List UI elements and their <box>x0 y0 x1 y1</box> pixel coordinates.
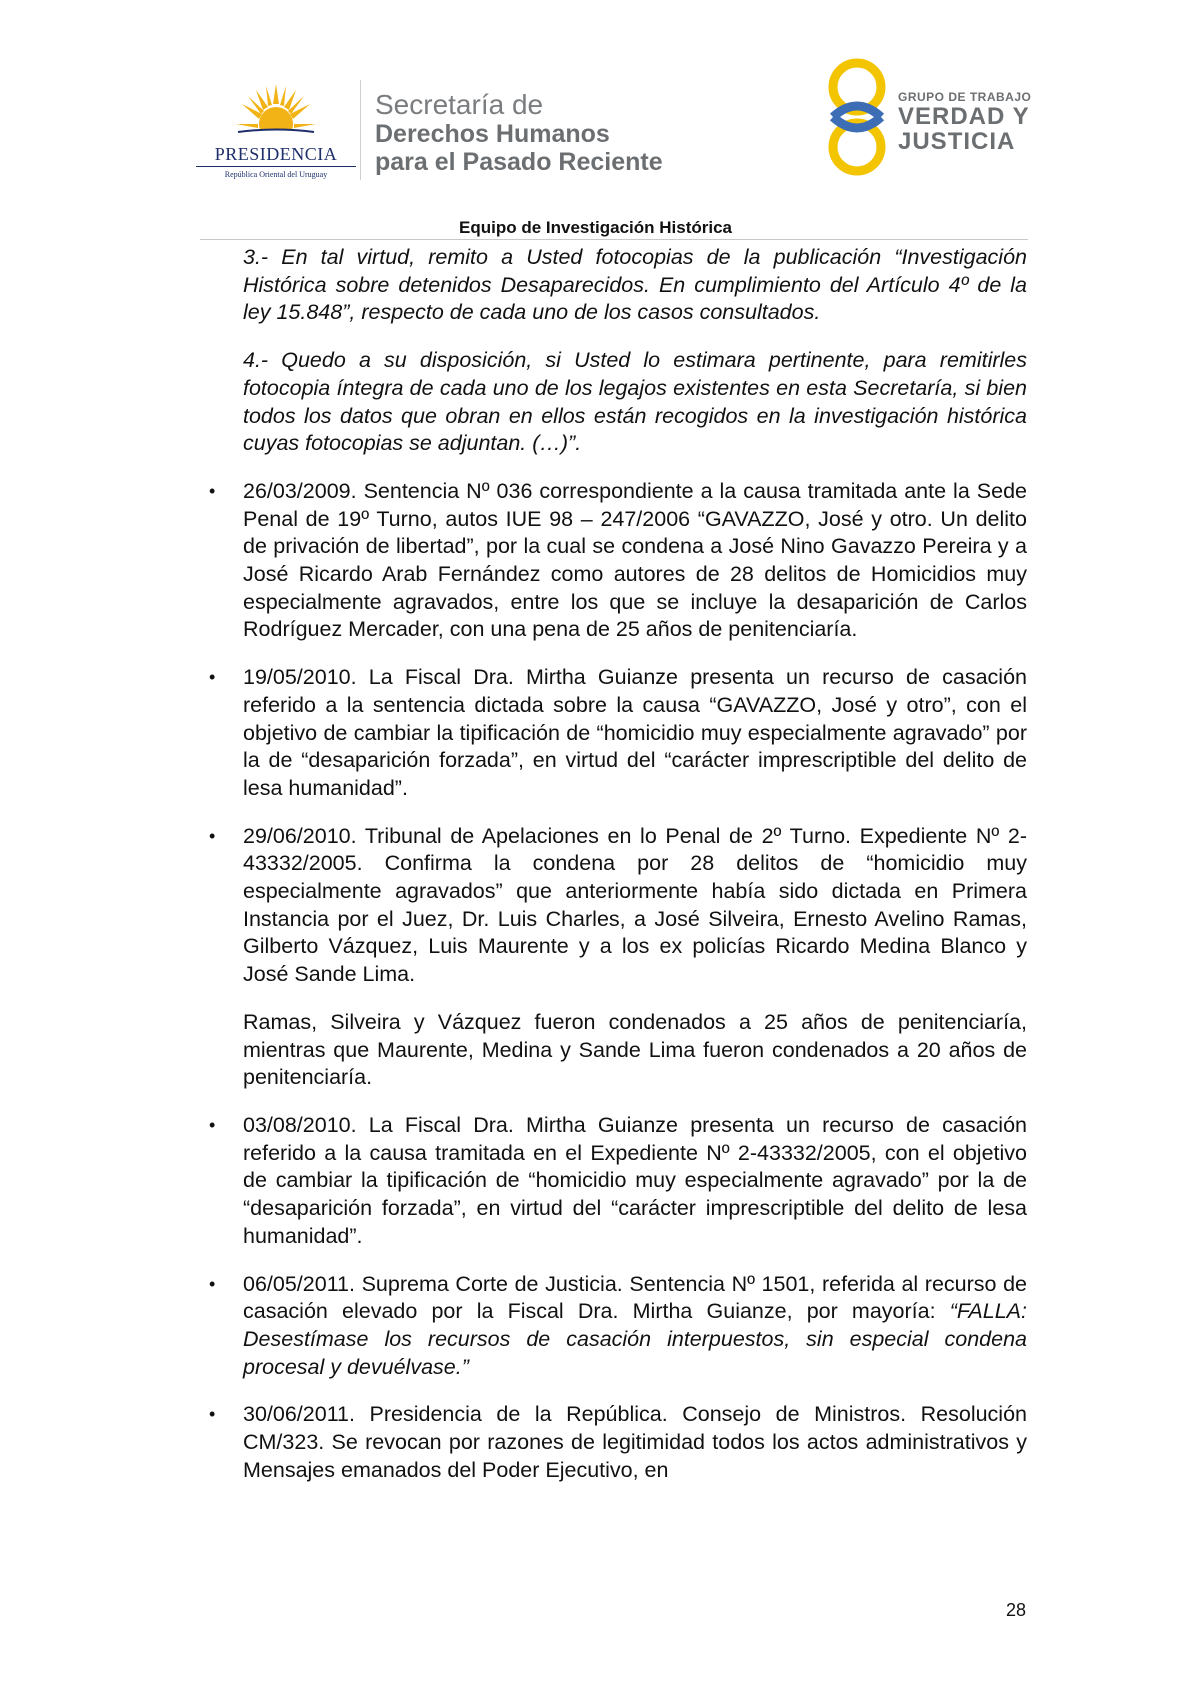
ruling-quote: “FALLA: Desestímase los recursos de casación interpuestos, sin especial condena procesal y devuélvase.” <box>243 1299 1027 1379</box>
list-item <box>209 1401 1027 1484</box>
bullet-icon: • <box>209 825 216 846</box>
list-item <box>209 664 1027 803</box>
list-item <box>209 1112 1027 1251</box>
verdad-justicia-logo-text <box>898 90 1031 154</box>
list-item <box>209 478 1027 644</box>
bullet-icon: • <box>209 1114 216 1135</box>
header-rule <box>200 239 1028 240</box>
list-item <box>209 1271 1027 1382</box>
list-item-text: 30/06/2011. Presidencia de la República. Consejo de Ministros. Resolución CM/323. Se revocan por razones de legitimidad todos los actos administrativos y Mensajes emanados del Poder Ejecutivo, en <box>243 1402 1027 1482</box>
presidencia-logo <box>196 80 356 180</box>
secretaria-line-1: Secretaría de <box>375 89 544 120</box>
presidencia-title: PRESIDENCIA <box>214 144 338 164</box>
list-item-text-plain: 06/05/2011. Suprema Corte de Justicia. Sentencia Nº 1501, referida al recurso de casación elevado por la Fiscal Dra. Mirtha Guianze, por mayoría: <box>243 1271 1027 1324</box>
secretaria-line-3: para el Pasado Reciente <box>375 148 663 176</box>
bullet-icon: • <box>209 667 216 688</box>
list-item-text: 26/03/2009. Sentencia Nº 036 correspondiente a la causa tramitada ante la Sede Penal de 19º Turno, autos IUE 98 – 247/2006 “GAVAZZO, José y otro. Un delito de privación de libertad”, por la cual se condena a José Nino Gavazzo Pereira y a José Ricardo Arab Fernández como autores de 28 delitos de Homicidios muy especialmente agravados, entre los que se incluye la desaparición de Carlos Rodríguez Mercader, con una pena de 25 años de penitenciaría. <box>243 478 1027 642</box>
paragraph-3: 3.- En tal virtud, remito a Usted fotocopias de la publicación “Investigación Histórica sobre detenidos Desaparecidos. En cumplimiento del Artículo 4º de la ley 15.848”, respecto de cada uno de los casos consultados. <box>243 245 1027 325</box>
list-item-text: 29/06/2010. Tribunal de Apelaciones en lo Penal de 2º Turno. Expediente Nº 2-43332/2005. Confirma la condena por 28 delitos de “homicidio muy especialmente agravados” que anteriormente había sido dictada en Primera Instancia por el Juez, Dr. Luis Charles, a José Silveira, Ernesto Avelino Ramas, Gilberto Vázquez, Luis Maurente y a los ex policías Ricardo Medina Blanco y José Sande Lima. <box>243 823 1027 987</box>
secretaria-line-2: Derechos Humanos <box>375 120 610 148</box>
bullet-icon: • <box>209 1273 216 1294</box>
presidencia-subtitle: República Oriental del Uruguay <box>224 170 328 179</box>
document-body <box>209 244 1027 1504</box>
bullet-icon: • <box>209 1404 216 1425</box>
paragraph-4: 4.- Quedo a su disposición, si Usted lo estimara pertinente, para remitirles fotocopia íntegra de cada uno de los legajos existentes en esta Secretaría, si bien todos los datos que obran en ellos están recogidos en la investigación histórica cuyas fotocopias se adjuntan. (…)”. <box>243 348 1027 456</box>
page-header <box>0 0 1191 250</box>
list-item-text <box>243 1271 1027 1382</box>
sun-emblem-icon <box>236 80 316 144</box>
secretaria-logo-text <box>375 90 663 176</box>
page-number: 28 <box>1006 1600 1027 1620</box>
verdad-justicia-logo-icon <box>820 55 895 180</box>
gtvj-line-2: VERDAD Y <box>898 103 1030 130</box>
list-item <box>209 823 1027 989</box>
gtvj-line-1: GRUPO DE TRABAJO <box>898 90 1032 104</box>
presidencia-divider <box>196 166 356 167</box>
bullet-icon: • <box>209 480 216 501</box>
team-title: Equipo de Investigación Histórica <box>459 218 732 237</box>
gtvj-line-3: JUSTICIA <box>898 128 1016 155</box>
list-item-text: 19/05/2010. La Fiscal Dra. Mirtha Guianze presenta un recurso de casación referido a la sentencia dictada sobre la causa “GAVAZZO, José y otro”, con el objetivo de cambiar la tipificación de “homicidio muy especialmente agravado” por la de “desaparición forzada”, en virtud del “carácter imprescriptible del delito de lesa humanidad”. <box>243 665 1027 800</box>
continuation-paragraph: Ramas, Silveira y Vázquez fueron condenados a 25 años de penitenciaría, mientras que Maurente, Medina y Sande Lima fueron condenados a 20 años de penitenciaría. <box>243 1009 1027 1090</box>
list-item-text: 03/08/2010. La Fiscal Dra. Mirtha Guianze presenta un recurso de casación referido a la causa tramitada en el Expediente Nº 2-43332/2005, con el objetivo de cambiar la tipificación de “homicidio muy especialmente agravado” por la de “desaparición forzada”, en virtud del “carácter imprescriptible del delito de lesa humanidad”. <box>243 1112 1027 1248</box>
logo-separator <box>360 80 361 180</box>
